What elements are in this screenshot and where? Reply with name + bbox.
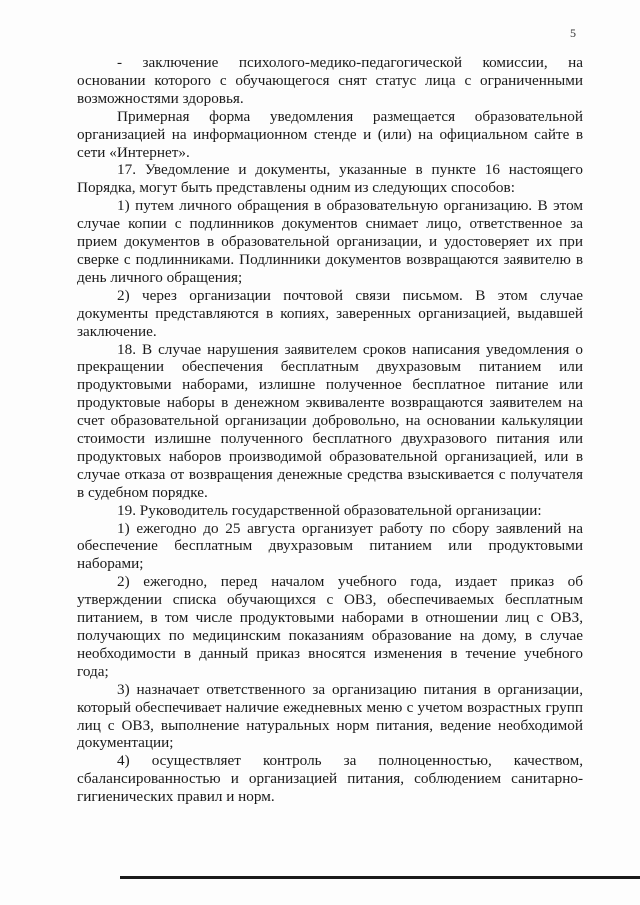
paragraph-item-17: 17. Уведомление и документы, указанные в пункте 16 настоящего Порядка, могут быть представлены одним из следующих способов: <box>77 161 583 197</box>
paragraph-item-17-1: 1) путем личного обращения в образовательную организацию. В этом случае копии с подлинников документов снимает лицо, ответственное за прием документов в образовательной организации, и удостоверяет их при сверке с подлинниками. Подлинники документов возвращаются заявителю в день личного обращения; <box>77 197 583 286</box>
paragraph-item-19-1: 1) ежегодно до 25 августа организует работу по сбору заявлений на обеспечение бесплатным двухразовым питанием или продуктовыми наборами; <box>77 519 583 573</box>
paragraph-item-18: 18. В случае нарушения заявителем сроков написания уведомления о прекращении обеспечения бесплатным двухразовым питанием или продуктовыми наборами, излишне полученное бесплатное питание или продуктовые наборы в денежном эквиваленте возвращаются заявителем на счет образовательной организации добровольно, на основании калькуляции стоимости излишне полученного бесплатного двухразового питания или продуктовых наборов производимой образовательной организацией, или в случае отказа от возвращения денежные средства взыскивается с получателя в судебном порядке. <box>77 340 583 501</box>
paragraph-commission-conclusion: - заключение психолого-медико-педагогической комиссии, на основании которого с обучающегося снят статус лица с ограниченными возможностями здоровья. <box>77 54 583 107</box>
paragraph-notification-form: Примерная форма уведомления размещается образовательной организацией на информационном стенде и (или) на официальном сайте в сети «Интернет». <box>77 107 583 161</box>
page-number: 5 <box>570 26 576 40</box>
paragraph-item-19-2: 2) ежегодно, перед началом учебного года, издает приказ об утверждении списка обучающихся с ОВЗ, обеспечиваемых бесплатным питанием, в том числе продуктовыми наборами в отношении лиц с ОВЗ, получающих по медицинским показаниям образование на дому, в случае необходимости в данный приказ вносятся изменения в течение учебного года; <box>77 573 583 680</box>
bottom-rule-divider <box>120 876 640 879</box>
document-body <box>77 54 583 806</box>
paragraph-item-19-4: 4) осуществляет контроль за полноценностью, качеством, сбалансированностью и организацией питания, соблюдением санитарно-гигиенических правил и норм. <box>77 752 583 806</box>
paragraph-item-17-2: 2) через организации почтовой связи письмом. В этом случае документы представляются в копиях, заверенных организацией, выдавшей заключение. <box>77 286 583 340</box>
paragraph-item-19: 19. Руководитель государственной образовательной организации: <box>117 501 542 519</box>
paragraph-item-19-3: 3) назначает ответственного за организацию питания в организации, который обеспечивает наличие ежедневных меню с учетом возрастных групп лиц с ОВЗ, выполнение натуральных норм питания, ведение необходимой документации; <box>77 680 583 752</box>
